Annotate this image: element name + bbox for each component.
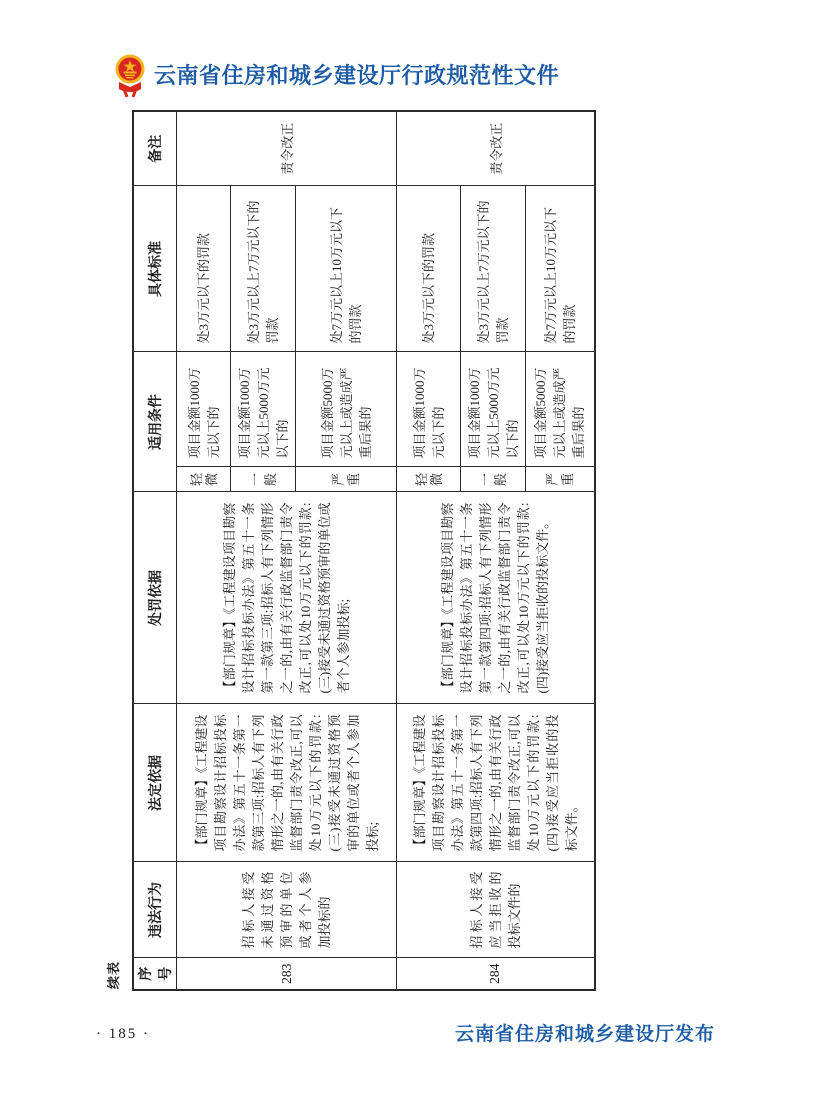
penalty-discretion-table <box>132 110 596 991</box>
masthead <box>115 53 559 99</box>
continued-table-label: 续表 <box>106 960 121 989</box>
cell-condition-general: 项目金额1000万元以上5000万元以下的 <box>231 352 296 467</box>
cell-standard-general: 处3万元以上7万元以下的罚款 <box>231 186 296 352</box>
cell-standard-severe: 处7万元以上10万元以下的罚款 <box>526 186 595 352</box>
cell-standard-light: 处3万元以下的罚款 <box>177 186 231 352</box>
cell-seq: 283 <box>177 958 397 990</box>
national-emblem-icon <box>115 53 145 99</box>
page-number: · 185 · <box>96 1026 150 1042</box>
cell-behavior: 招标人接受应当拒收的投标文件的 <box>397 862 595 958</box>
col-header-legal-basis: 法定依据 <box>133 704 177 862</box>
cell-penalty-basis: 【部门规章】《工程建设项目勘察设计招标投标办法》第五十一条第一款第三项:招标人有下列情形之一的,由有关行政监督部门责令改正,可以处10万元以下的罚款:(三)接受未通过资格预审的单位或者个人参加投标; <box>177 492 397 704</box>
cell-standard-general: 处3万元以上7万元以下的罚款 <box>461 186 526 352</box>
cell-standard-light: 处3万元以下的罚款 <box>397 186 461 352</box>
cell-condition-light: 项目金额1000万元以下的 <box>177 352 231 467</box>
cell-grade-general: 一般 <box>231 467 296 492</box>
cell-grade-severe: 严重 <box>526 467 595 492</box>
publisher-label: 云南省住房和城乡建设厅发布 <box>454 1024 715 1045</box>
landscape-table-wrapper <box>106 112 587 991</box>
cell-condition-light: 项目金额1000万元以下的 <box>397 352 461 467</box>
cell-grade-severe: 严重 <box>296 467 397 492</box>
page-title: 云南省住房和城乡建设厅行政规范性文件 <box>154 63 560 88</box>
cell-seq: 284 <box>397 958 595 990</box>
cell-grade-general: 一般 <box>461 467 526 492</box>
cell-standard-severe: 处7万元以上10万元以下的罚款 <box>296 186 397 352</box>
table-row <box>397 111 461 990</box>
cell-condition-severe: 项目金额5000万元以上或造成严重后果的 <box>526 352 595 467</box>
col-header-seq: 序号 <box>133 958 177 990</box>
col-header-standards: 具体标准 <box>133 186 177 352</box>
cell-condition-severe: 项目金额5000万元以上或造成严重后果的 <box>296 352 397 467</box>
cell-remarks: 责令改正 <box>397 111 595 186</box>
col-header-conditions: 适用条件 <box>133 352 177 492</box>
cell-legal-basis: 【部门规章】《工程建设项目勘察设计招标投标办法》第五十一条第一款第四项:招标人有下列情形之一的,由有关行政监督部门责令改正,可以处10万元以下的罚款:(四)接受应当拒收的投标文件。 <box>397 704 595 862</box>
cell-grade-light: 轻微 <box>177 467 231 492</box>
col-header-behavior: 违法行为 <box>133 862 177 958</box>
rotated-table-zone <box>106 112 587 991</box>
col-header-remarks: 备注 <box>133 111 177 186</box>
cell-behavior: 招标人接受未通过资格预审的单位或者个人参加投标的 <box>177 862 397 958</box>
cell-remarks: 责令改正 <box>177 111 397 186</box>
cell-condition-general: 项目金额1000万元以上5000万元以下的 <box>461 352 526 467</box>
table-row <box>177 111 231 990</box>
cell-legal-basis: 【部门规章】《工程建设项目勘察设计招标投标办法》第五十一条第一款第三项:招标人有下列情形之一的,由有关行政监督部门责令改正,可以处10万元以下的罚款:(三)接受未通过资格预审的单位或者个人参加投标; <box>177 704 397 862</box>
col-header-penalty-basis: 处罚依据 <box>133 492 177 704</box>
cell-penalty-basis: 【部门规章】《工程建设项目勘察设计招标投标办法》第五十一条第一款第四项:招标人有下列情形之一的,由有关行政监督部门责令改正,可以处10万元以下的罚款:(四)接受应当拒收的投标文件。 <box>397 492 595 704</box>
cell-grade-light: 轻微 <box>397 467 461 492</box>
table-header-row <box>133 111 177 990</box>
